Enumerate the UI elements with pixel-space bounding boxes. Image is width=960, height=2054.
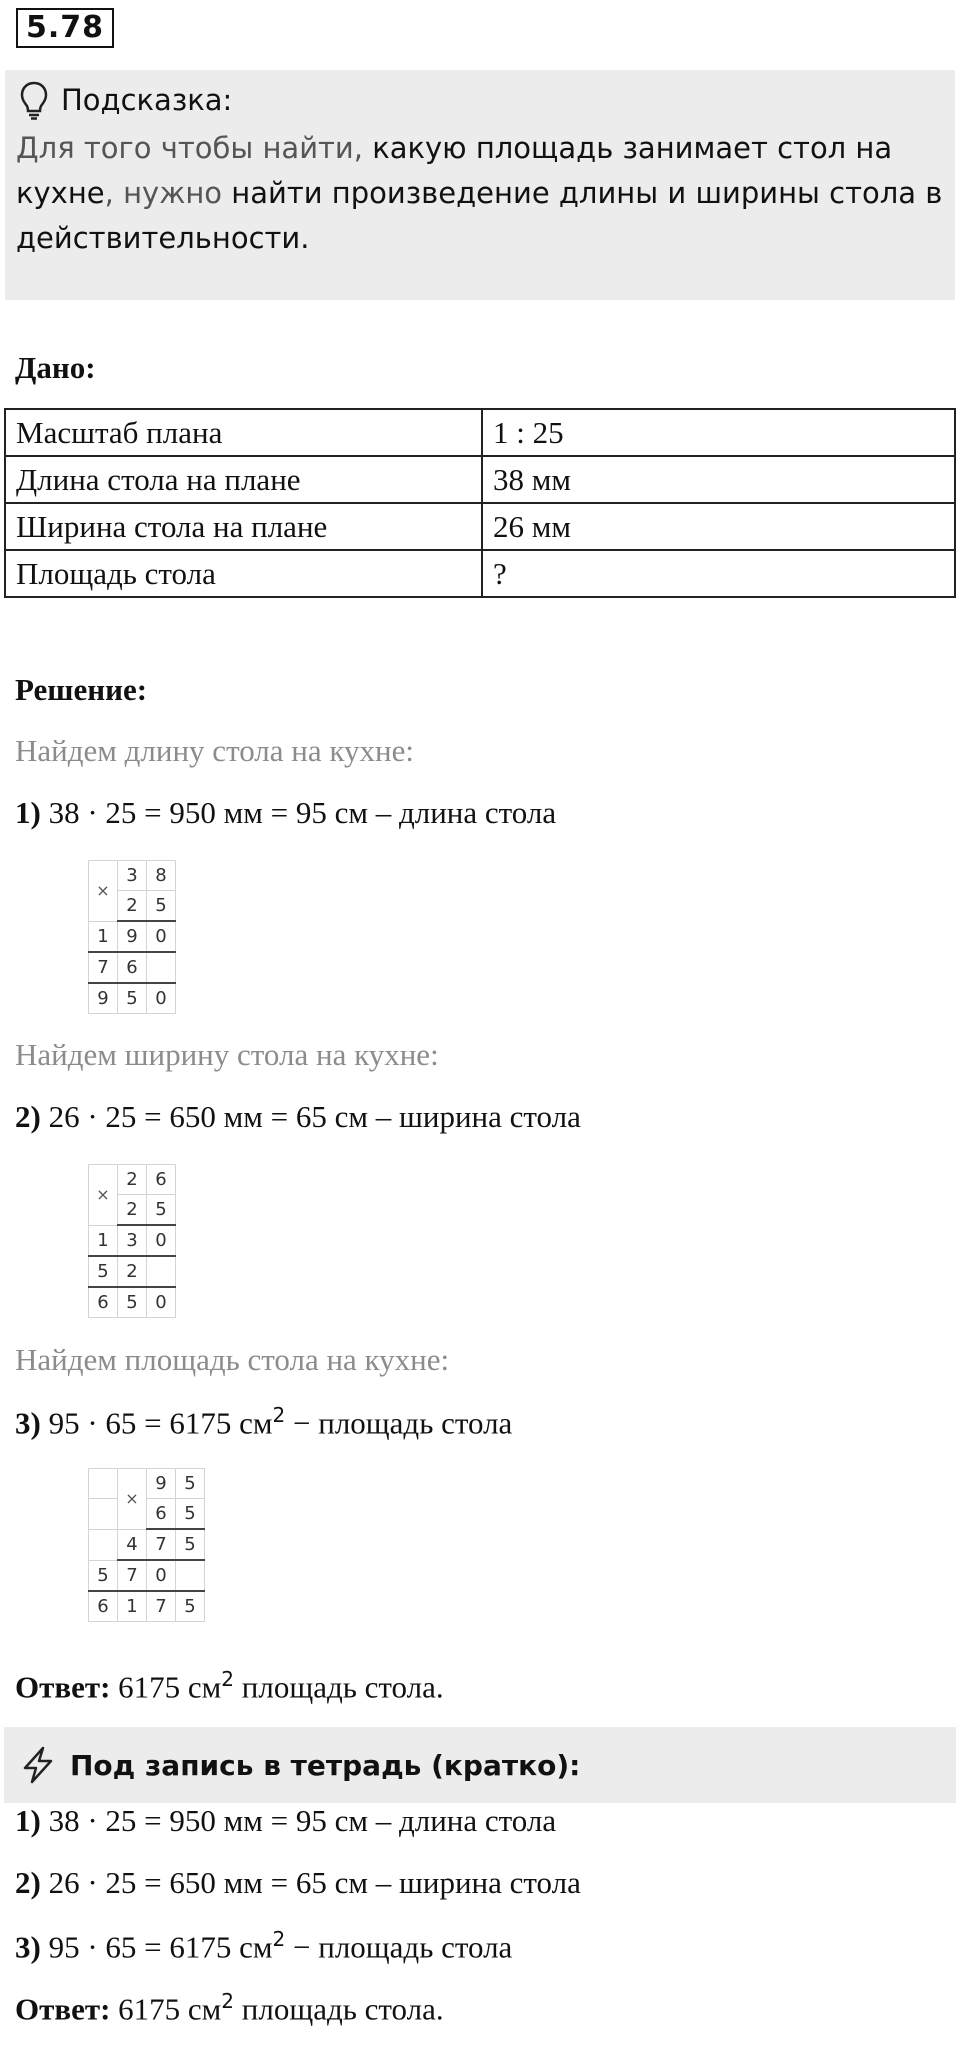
step3-num: 3) [15,1405,41,1441]
digit: 0 [147,983,176,1014]
hint-title [19,80,232,120]
given-name: Площадь стола [5,550,482,597]
digit: 7 [89,952,118,983]
digit: 7 [118,1560,147,1591]
given-label: Дано: [15,350,96,385]
multiplication-3 [88,1468,205,1622]
notes-line1-num: 1) [15,1803,41,1838]
digit: 0 [147,921,176,952]
given-table [4,408,956,598]
given-name: Масштаб плана [5,409,482,456]
given-name: Длина стола на плане [5,456,482,503]
digit: 0 [147,1560,176,1591]
step1-text: 38 · 25 = 950 мм = 95 см – длина стола [40,795,557,830]
digit: 5 [176,1591,205,1622]
digit: 6 [147,1165,176,1195]
notes-line-3 [15,1927,512,1965]
given-value: 38 мм [482,456,955,503]
digit [147,952,176,983]
notes-line-1 [15,1803,556,1839]
times-sign: × [89,861,118,922]
step1-caption: Найдем длину стола на кухне: [15,733,414,768]
digit: 6 [147,1499,176,1530]
digit [89,1499,118,1530]
times-sign: × [118,1469,147,1530]
digit: 5 [176,1469,205,1499]
step3-text-b: − площадь стола [285,1405,513,1441]
lightbulb-icon [19,80,49,120]
lightning-icon [18,1745,58,1785]
answer-text-a: 6175 см [110,1669,222,1705]
hint-part3: , нужно [104,176,232,210]
given-row [5,503,955,550]
digit: 0 [147,1225,176,1256]
given-row [5,409,955,456]
digit: 8 [147,861,176,891]
step1-num: 1) [15,795,41,830]
digit: 2 [118,891,147,922]
given-name: Ширина стола на плане [5,503,482,550]
multiplication-2 [88,1164,176,1318]
step3-text-a: 95 · 65 = 6175 см [40,1405,273,1441]
digit [89,1469,118,1499]
digit: 9 [89,983,118,1014]
digit [147,1256,176,1287]
digit: 5 [118,1287,147,1318]
notes-line3-num: 3) [15,1929,41,1965]
given-value: 26 мм [482,503,955,550]
digit: 5 [147,1195,176,1226]
digit: 4 [118,1529,147,1560]
notes-header [4,1727,956,1803]
digit: 9 [118,921,147,952]
digit: 3 [118,1225,147,1256]
hint-part2: какую площадь занимает стол на кухне [16,131,893,210]
hint-text [16,126,946,261]
step3-line [15,1403,512,1441]
hint-part4: найти произведение длины и ширины стола в действительности. [16,176,943,255]
notes-line2-num: 2) [15,1865,41,1900]
step1-line [15,795,556,831]
notes-line2-text: 26 · 25 = 650 мм = 65 см – ширина стола [40,1865,581,1900]
notes-answer-sup: 2 [221,1989,235,2013]
digit: 5 [118,983,147,1014]
digit: 1 [118,1591,147,1622]
digit: 0 [147,1287,176,1318]
digit: 5 [176,1529,205,1560]
notes-line3-sup: 2 [272,1927,286,1951]
step3-sup: 2 [272,1403,286,1427]
step2-text: 26 · 25 = 650 мм = 65 см – ширина стола [40,1099,581,1134]
digit: 6 [118,952,147,983]
notes-answer-text-a: 6175 см [110,1991,222,2027]
digit: 1 [89,921,118,952]
step3-caption: Найдем площадь стола на кухне: [15,1342,450,1377]
task-number: 5.78 [16,8,114,48]
digit: 5 [89,1256,118,1287]
given-value: 1 : 25 [482,409,955,456]
digit: 6 [89,1591,118,1622]
digit [89,1529,118,1560]
multiplication-1 [88,860,176,1014]
answer-sup: 2 [221,1667,235,1691]
solution-label: Решение: [15,672,148,707]
digit: 9 [147,1469,176,1499]
hint-box [5,70,955,300]
given-value: ? [482,550,955,597]
given-row [5,456,955,503]
notes-answer-line [15,1989,444,2027]
answer-line [15,1667,444,1705]
digit: 3 [118,861,147,891]
digit: 2 [118,1195,147,1226]
digit: 7 [147,1529,176,1560]
digit: 5 [147,891,176,922]
digit: 6 [89,1287,118,1318]
hint-title-text: Подсказка: [61,83,233,117]
notes-answer-label: Ответ: [15,1991,111,2027]
digit: 1 [89,1225,118,1256]
notes-line3-text-a: 95 · 65 = 6175 см [40,1929,273,1965]
notes-answer-text-b: площадь стола. [234,1991,444,2027]
hint-part1: Для того чтобы найти, [16,131,373,165]
digit [176,1560,205,1591]
notes-line-2 [15,1865,581,1901]
notes-title: Под запись в тетрадь (кратко): [70,1748,581,1782]
notes-line1-text: 38 · 25 = 950 мм = 95 см – длина стола [40,1803,557,1838]
given-row [5,550,955,597]
digit: 2 [118,1256,147,1287]
digit: 7 [147,1591,176,1622]
digit: 2 [118,1165,147,1195]
step2-caption: Найдем ширину стола на кухне: [15,1037,439,1072]
answer-label: Ответ: [15,1669,111,1705]
notes-line3-text-b: − площадь стола [285,1929,513,1965]
step2-num: 2) [15,1099,41,1134]
step2-line [15,1099,581,1135]
answer-text-b: площадь стола. [234,1669,444,1705]
times-sign: × [89,1165,118,1226]
digit: 5 [89,1560,118,1591]
digit: 5 [176,1499,205,1530]
